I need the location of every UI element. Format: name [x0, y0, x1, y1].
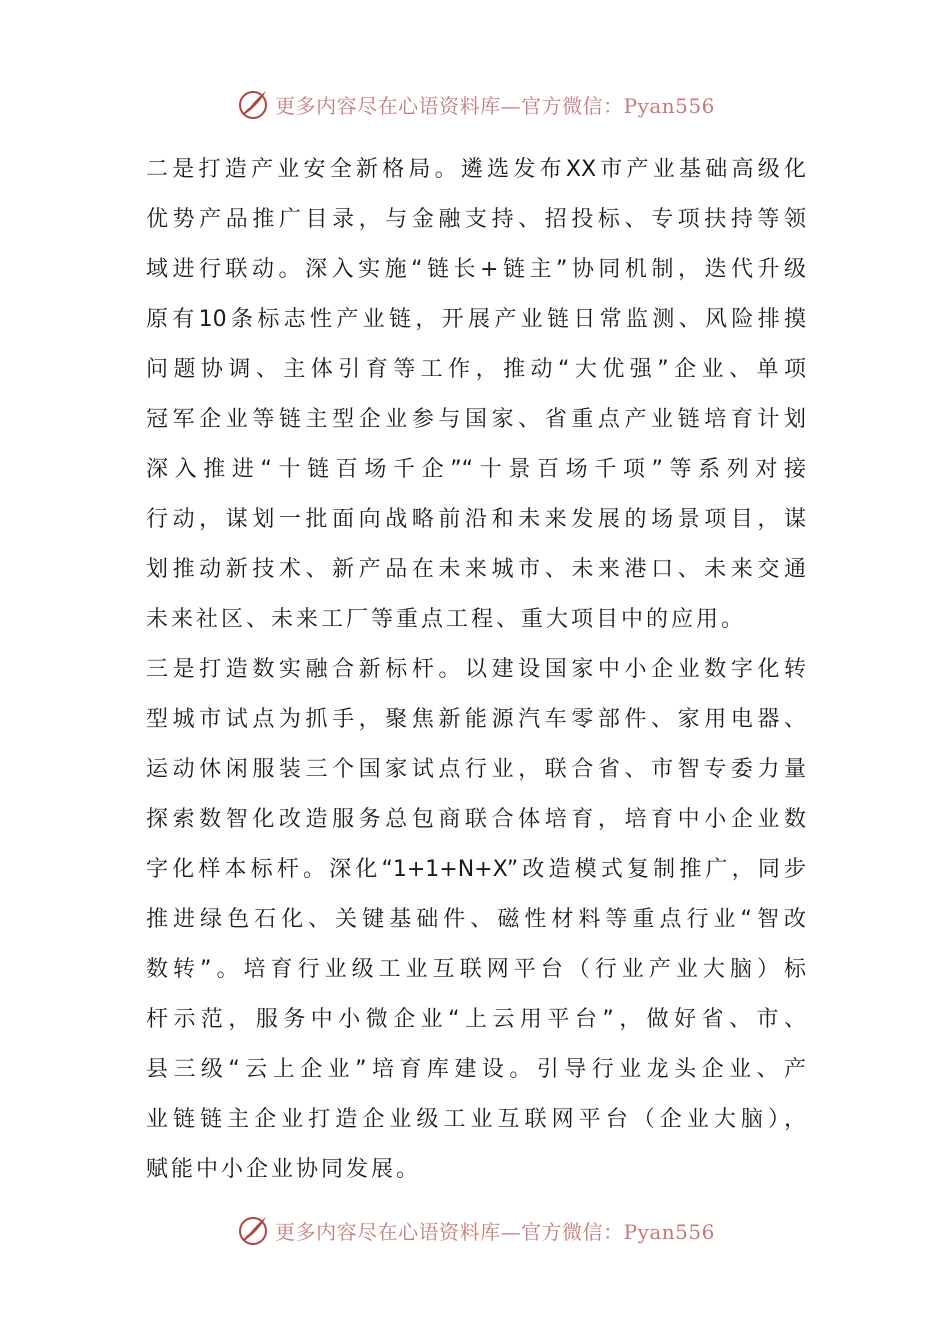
- text-line: 杆示范，服务中小微企业“上云用平台”，做好省、市、: [146, 1007, 806, 1032]
- footer-banner-text: 更多内容尽在心语资料库—官方微信：Pyan556: [275, 1219, 715, 1244]
- text-line: 赋能中小企业协同发展。: [146, 1157, 422, 1182]
- text-line: 问题协调、主体引育等工作，推动“大优强”企业、单项: [146, 357, 806, 382]
- quill-pen-logo-icon: [235, 86, 271, 122]
- text-line: 数转”。培育行业级工业互联网平台（行业产业大脑）标: [146, 957, 806, 982]
- text-line: 县三级“云上企业”培育库建设。引导行业龙头企业、产: [146, 1057, 806, 1082]
- text-line: 二是打造产业安全新格局。遴选发布XX市产业基础高级化: [146, 157, 806, 182]
- text-line: 行动，谋划一批面向战略前沿和未来发展的场景项目，谋: [146, 507, 806, 532]
- paragraph-digital: [146, 645, 806, 1195]
- header-banner: [0, 84, 950, 124]
- text-line: 深入推进“十链百场千企”“十景百场千项”等系列对接: [146, 457, 806, 482]
- text-line: 域进行联动。深入实施“链长+链主”协同机制，迭代升级: [146, 257, 806, 282]
- text-line: 探索数智化改造服务总包商联合体培育，培育中小企业数: [146, 807, 806, 832]
- text-line: 三是打造数实融合新标杆。以建设国家中小企业数字化转: [146, 657, 806, 682]
- text-line: 推进绿色石化、关键基础件、磁性材料等重点行业“智改: [146, 907, 806, 932]
- text-line: 原有10条标志性产业链，开展产业链日常监测、风险排摸: [146, 307, 806, 332]
- header-banner-text: 更多内容尽在心语资料库—官方微信：Pyan556: [275, 93, 715, 118]
- paragraph-security: [146, 145, 806, 645]
- quill-pen-logo-icon: [235, 1212, 271, 1248]
- text-line: 业链链主企业打造企业级工业互联网平台（企业大脑），: [146, 1107, 806, 1132]
- text-line: 优势产品推广目录，与金融支持、招投标、专项扶持等领: [146, 207, 806, 232]
- document-body: [146, 145, 806, 1195]
- text-line: 冠军企业等链主型企业参与国家、省重点产业链培育计划: [146, 407, 806, 432]
- footer-banner: [0, 1210, 950, 1250]
- text-line: 未来社区、未来工厂等重点工程、重大项目中的应用。: [146, 607, 747, 632]
- text-line: 字化样本标杆。深化“1+1+N+X”改造模式复制推广，同步: [146, 857, 806, 882]
- text-line: 型城市试点为抓手，聚焦新能源汽车零部件、家用电器、: [146, 707, 806, 732]
- text-line: 运动休闲服装三个国家试点行业，联合省、市智专委力量: [146, 757, 806, 782]
- text-line: 划推动新技术、新产品在未来城市、未来港口、未来交通: [146, 557, 806, 582]
